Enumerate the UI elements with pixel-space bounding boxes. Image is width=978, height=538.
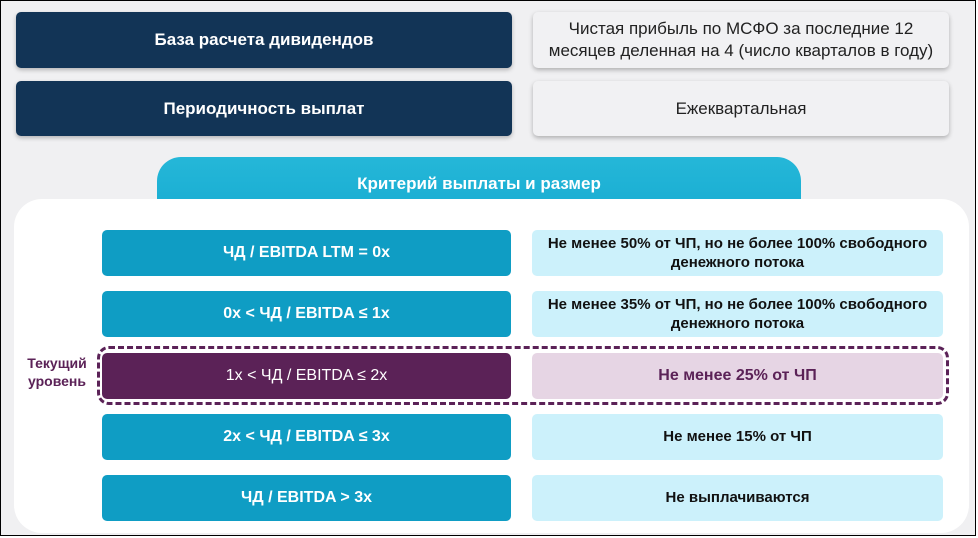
criteria-condition-1: ЧД / EBITDA LTM = 0x	[102, 230, 511, 276]
criteria-condition-4: 2x < ЧД / EBITDA ≤ 3x	[102, 414, 511, 460]
payment-frequency-label: Периодичность выплат	[16, 81, 512, 136]
criteria-payout-3: Не менее 25% от ЧП	[532, 353, 943, 399]
criteria-payout-1: Не менее 50% от ЧП, но не более 100% свободного денежного потока	[532, 230, 943, 276]
criteria-payout-2: Не менее 35% от ЧП, но не более 100% свободного денежного потока	[532, 291, 943, 337]
payment-frequency-value: Ежеквартальная	[533, 81, 949, 136]
criteria-condition-2: 0x < ЧД / EBITDA ≤ 1x	[102, 291, 511, 337]
criteria-payout-4: Не менее 15% от ЧП	[532, 414, 943, 460]
criteria-header: Критерий выплаты и размер	[157, 157, 801, 207]
current-level-label: Текущий уровень	[27, 355, 87, 390]
criteria-payout-5: Не выплачиваются	[532, 475, 943, 521]
criteria-condition-5: ЧД / EBITDA > 3x	[102, 475, 511, 521]
dividend-base-value: Чистая прибыль по МСФО за последние 12 месяцев деленная на 4 (число кварталов в году)	[533, 12, 949, 68]
criteria-condition-3: 1x < ЧД / EBITDA ≤ 2x	[102, 353, 511, 399]
dividend-base-label: База расчета дивидендов	[16, 12, 512, 68]
current-level-highlight	[97, 346, 949, 405]
